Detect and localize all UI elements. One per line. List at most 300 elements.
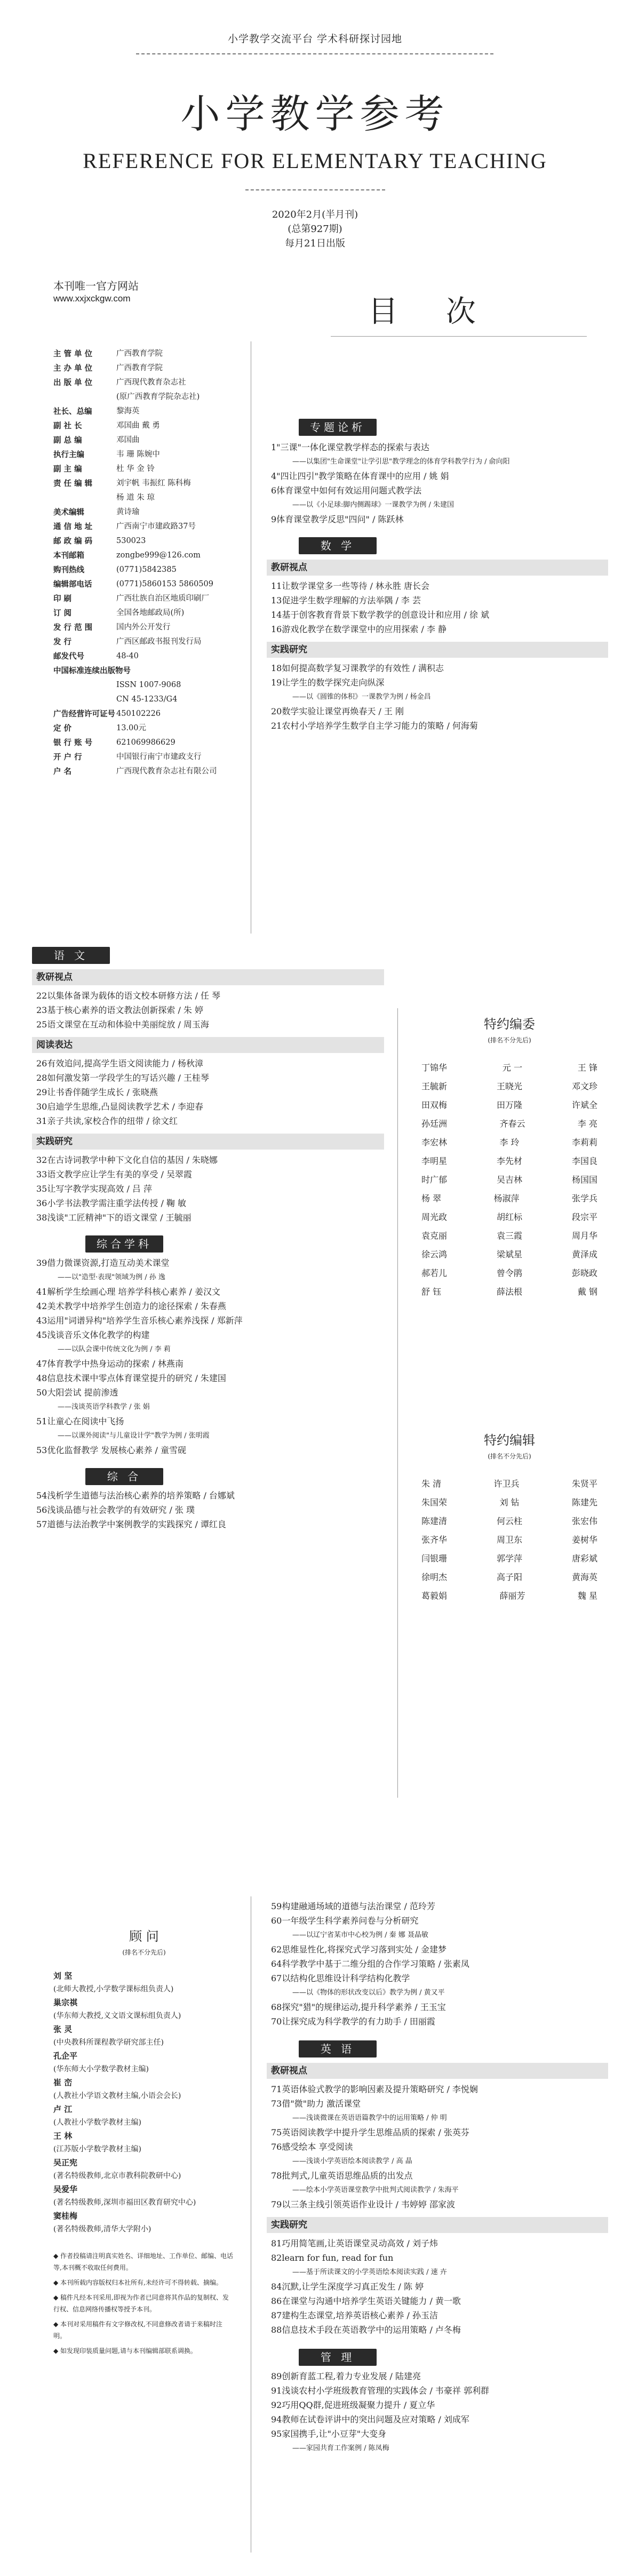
person-name: 何云柱: [496, 1516, 522, 1526]
adviser-name: 吴爱华: [53, 2184, 78, 2194]
person-name: 许卫兵: [493, 1479, 520, 1489]
toc-entry[interactable]: 94教师在试卷评讲中的突出问题及应对策略 / 刘成军: [271, 2414, 469, 2425]
toc-entry[interactable]: 22以集体备课为载体的语文校本研修方法 / 任 琴: [36, 991, 221, 1001]
adviser-desc: (华东师大教授,义文语文课标组负责人): [53, 2012, 181, 2020]
info-key: 订 阅: [53, 609, 72, 618]
toc-entry[interactable]: 38浅谈"工匠精神"下的语文课堂 / 王毓丽: [36, 1213, 192, 1223]
info-value: CN 45-1233/G4: [116, 695, 178, 704]
toc-entry[interactable]: 19让学生的数学探究走向纵深: [271, 677, 385, 688]
info-row: [53, 649, 267, 664]
info-key: 副 总 编: [53, 436, 82, 445]
adviser-name: 崔 峦: [53, 2078, 73, 2087]
toc-entry[interactable]: 30启迪学生思维,凸显阅读教学艺术 / 李迎春: [36, 1102, 204, 1112]
toc-entry[interactable]: 68探究"猎"的规律运动,提升科学素养 / 王玉宝: [271, 2002, 446, 2012]
person-name: 朱贤平: [571, 1479, 597, 1489]
person-name: 刘 钻: [499, 1497, 520, 1508]
toc-group: [267, 2082, 608, 2212]
adviser-desc: (中央教科所课程教学研究部主任): [53, 2038, 164, 2047]
toc-subhead: 教研视点: [32, 969, 384, 985]
toc-title: 目 次: [368, 294, 495, 329]
adviser-name: 张 灵: [53, 2024, 73, 2034]
toc-group: [32, 1153, 384, 1225]
toc-entry[interactable]: 28如何激发第一学段学生的写话兴趣 / 王桂琴: [36, 1073, 209, 1083]
info-key: 定 价: [53, 724, 72, 733]
toc-entry[interactable]: 57道德与法治教学中案例教学的实践探究 / 谭红良: [36, 1519, 226, 1529]
info-key: 银 行 账 号: [53, 738, 93, 747]
info-value: 黎海英: [116, 407, 140, 416]
info-key: [53, 678, 116, 692]
toc-entry[interactable]: 43运用"词谱异构"培养学生音乐核心素养浅探 / 郑新萍: [36, 1315, 243, 1326]
divider: [331, 336, 587, 337]
adviser-desc: (著名特级教师,深圳市福田区教育研究中心): [53, 2198, 196, 2207]
editors2-note: (排名不分先后): [488, 1453, 531, 1460]
info-row: [53, 505, 267, 520]
person-name: 李 玲: [499, 1137, 520, 1147]
name-row: [421, 1530, 597, 1549]
info-row: [53, 750, 267, 764]
person-name: 徐云鸿: [421, 1249, 448, 1259]
toc-entry[interactable]: 6体育课堂中如何有效运用问题式教学法: [271, 485, 422, 496]
person-name: 杨国国: [571, 1175, 597, 1185]
toc-group: [267, 579, 608, 636]
adviser-name: 孔企平: [53, 2051, 78, 2061]
person-name: 舒 钰: [421, 1287, 442, 1297]
name-row: [421, 1474, 597, 1493]
person-name: 李先材: [496, 1156, 522, 1166]
toc-entry[interactable]: 1"三课"一体化课堂教学样态的探索与表达: [271, 442, 429, 452]
toc-entry[interactable]: 39借力微课资源,打造互动美术课堂: [36, 1258, 170, 1268]
editors2-box: [421, 1430, 597, 1605]
person-name: 陈建先: [571, 1497, 597, 1508]
toc-entry[interactable]: 54浅析学生道德与法治核心素养的培养策略 / 台娜斌: [36, 1490, 235, 1501]
info-row: [53, 721, 267, 736]
toc-entry[interactable]: 33语文教学应让学生有美的享受 / 吴翠霞: [36, 1169, 192, 1179]
info-value: 黄诗瑜: [116, 508, 140, 516]
toc-entry[interactable]: ——以课外阅读"与儿童设计学"教学为例 / 张明霞: [58, 1432, 210, 1440]
info-key: 副 社 长: [53, 421, 82, 430]
toc-entry[interactable]: 78批判式,儿童英语思维品质的出发点: [271, 2171, 413, 2181]
info-key: 出 版 单 位: [53, 378, 93, 387]
info-value: zongbe999@126.com: [116, 551, 201, 560]
info-row: [53, 448, 267, 462]
toc-entry[interactable]: 86在课堂与沟通中培养学生英语关键能力 / 黄一歌: [271, 2296, 461, 2306]
toc-entry[interactable]: 76感受绘本 享受阅读: [271, 2142, 353, 2152]
info-row: [53, 664, 267, 678]
section-banner-math: 数 学: [299, 537, 377, 554]
info-value: (0771)5842385: [116, 565, 177, 574]
advisers-box: [53, 1926, 235, 2360]
toc-entry[interactable]: 16游戏化教学在数学课堂中的应用探索 / 李 静: [271, 624, 447, 634]
person-name: 杨淑萍: [493, 1193, 520, 1203]
toc-entry[interactable]: 48信息技术课中零点体育课堂提升的研究 / 朱建国: [36, 1373, 226, 1383]
info-row: [53, 462, 267, 476]
person-name: 黄海英: [571, 1572, 597, 1582]
info-key: 广告经营许可证号: [53, 709, 115, 719]
info-value: 杜 华 金 铃: [116, 465, 155, 473]
info-key: 主 管 单 位: [53, 349, 93, 358]
name-row: [421, 1586, 597, 1605]
name-row: [421, 1245, 597, 1264]
toc-entry[interactable]: ——浅谈英语学科教学 / 张 娟: [58, 1403, 150, 1411]
adviser-desc: (著名特级教师,北京市教科院教研中心): [53, 2172, 181, 2180]
info-row: [53, 419, 267, 433]
person-name: 王晓光: [496, 1081, 522, 1091]
person-name: 胡红标: [496, 1212, 522, 1222]
person-name: 袁三霞: [496, 1231, 522, 1241]
section-banner-management: 管 理: [299, 2349, 377, 2366]
toc-subhead: 实践研究: [32, 1134, 384, 1150]
toc-entry[interactable]: 92巧用QQ群,促进班级凝聚力提升 / 夏立华: [271, 2400, 435, 2410]
section-banner-comprehensive: 综 合: [85, 1468, 163, 1485]
toc-entry[interactable]: ——以《物体的形状改变以后》教学为例 / 黄又平: [292, 1989, 445, 1997]
info-value: 广西壮族自治区地质印刷厂: [116, 594, 209, 603]
info-value: 450102226: [116, 709, 161, 718]
person-name: 孙廷洲: [421, 1119, 448, 1129]
person-name: 周光政: [421, 1212, 448, 1222]
info-key: 户 名: [53, 767, 72, 776]
info-key: [53, 692, 116, 707]
toc-entry[interactable]: 71英语体验式教学的影响因素及提升策略研究 / 李悦娴: [271, 2084, 478, 2094]
info-row: [53, 347, 267, 361]
info-row: [53, 433, 267, 448]
journal-title-en: REFERENCE FOR ELEMENTARY TEACHING: [83, 149, 547, 173]
toc-entry[interactable]: 84沉默,让学生深度学习真正发生 / 陈 婷: [271, 2282, 424, 2292]
toc-entry[interactable]: 95家国携手,让"小豆芽"大变身: [271, 2429, 387, 2439]
info-row: [53, 635, 267, 649]
toc-entry[interactable]: 67以结构化思维设计科学结构化教学: [271, 1973, 410, 1983]
person-name: 郝若儿: [421, 1268, 448, 1278]
notice-item: ◆ 本刊对采用稿件有文字修改权,不同意修改者请于来稿时注明。: [53, 2320, 222, 2340]
adviser-desc: (北师大教授,小学数学课标组负责人): [53, 1985, 174, 1993]
info-key: 购刊热线: [53, 565, 84, 575]
person-name: 李莉莉: [571, 1137, 597, 1147]
info-key: 美术编辑: [53, 508, 84, 517]
info-row: [53, 520, 267, 534]
toc-entry[interactable]: 88信息技术手段在英语教学中的运用策略 / 卢冬梅: [271, 2325, 461, 2335]
toc-entry[interactable]: ——以"造型·表现"领域为例 / 孙 逸: [58, 1273, 165, 1281]
toc-entry[interactable]: 73借"微"助力 激活课堂: [271, 2099, 361, 2109]
journal-title: 小学教学参考: [180, 91, 450, 137]
toc-group: [32, 988, 384, 1032]
name-row: [421, 1568, 597, 1586]
info-key: 印 刷: [53, 594, 72, 603]
toc-column-3: [267, 1899, 608, 2455]
toc-entry[interactable]: ——绘本小学英语课堂教学中批判式阅读教学 / 朱海平: [292, 2186, 459, 2194]
info-value: 48-40: [116, 652, 139, 660]
person-name: 田双梅: [421, 1100, 448, 1110]
toc-entry[interactable]: 79以三条主线引领英语作业设计 / 韦婷婷 邵家波: [271, 2199, 456, 2210]
name-row: [421, 1077, 597, 1096]
editors-box: [421, 1014, 597, 1301]
person-name: 王毓新: [421, 1081, 448, 1091]
person-name: 许斌全: [571, 1100, 597, 1110]
info-key: 邮 政 编 码: [53, 537, 93, 546]
info-row: [53, 692, 267, 707]
info-key: 中国标准连续出版物号: [53, 666, 131, 675]
info-value: 邓国曲 戴 勇: [116, 421, 160, 430]
toc-entry[interactable]: ——以《圆锥的体积》一课教学为例 / 杨金昌: [292, 693, 431, 701]
adviser-name: 吴正宪: [53, 2158, 78, 2167]
info-value: 13.00元: [116, 724, 147, 732]
toc-entry[interactable]: 14基于创客教育背景下数学教学的创意设计和应用 / 徐 斌: [271, 610, 490, 620]
person-name: 元 一: [502, 1063, 522, 1073]
publish-schedule: 每月21日出版: [285, 238, 345, 249]
column-divider: [397, 1008, 398, 1798]
notice-item: ◆ 如发现印装质量问题,请与本刊编辑部联系调换。: [53, 2347, 197, 2355]
person-name: 丁锦华: [421, 1063, 448, 1073]
toc-entry[interactable]: 70让探究成为科学教学的有力助手 / 田丽霞: [271, 2016, 435, 2027]
info-row: [53, 476, 267, 491]
name-row: [421, 1282, 597, 1301]
toc-entry[interactable]: 56浅谈品德与社会教学的有效研究 / 张 璞: [36, 1505, 195, 1515]
info-row: [53, 563, 267, 577]
name-row: [421, 1133, 597, 1152]
info-value: 中国银行南宁市建政支行: [116, 753, 202, 761]
toc-entry[interactable]: 18如何提高数学复习课教学的有效性 / 满积志: [271, 663, 444, 673]
toc-entry[interactable]: 35让写字教学实现高效 / 吕 萍: [36, 1184, 153, 1194]
name-row: [421, 1512, 597, 1530]
person-name: 梁斌星: [496, 1249, 522, 1259]
person-name: 薛法根: [496, 1287, 522, 1297]
info-key: 社长、总编: [53, 407, 92, 416]
toc-entry[interactable]: 51让童心在阅读中飞扬: [36, 1416, 124, 1426]
person-name: 李 亮: [577, 1119, 597, 1129]
person-name: 王 锋: [577, 1063, 597, 1073]
toc-entry[interactable]: 75英语阅读教学中提升学生思维品质的探索 / 张英芬: [271, 2127, 469, 2138]
masthead-tagline: 小学教学交流平台 学术科研探讨园地: [227, 33, 403, 45]
person-name: 姜树华: [571, 1535, 597, 1545]
adviser-name: 王 林: [53, 2131, 73, 2141]
toc-entry[interactable]: 89创新育蓝工程,着力专业发展 / 陆建亮: [271, 2371, 421, 2381]
toc-entry[interactable]: 9体育课堂教学反思"四问" / 陈跃林: [271, 514, 404, 524]
person-name: 李国良: [571, 1156, 597, 1166]
adviser-desc: (华东师大小学数学教材主编): [53, 2065, 149, 2073]
person-name: 魏 星: [577, 1591, 597, 1601]
person-name: 段宗平: [571, 1212, 597, 1222]
toc-entry[interactable]: 47体育教学中热身运动的探索 / 林燕南: [36, 1359, 184, 1369]
info-row: [53, 678, 267, 692]
divider: [136, 53, 493, 54]
info-value: 杨 道 朱 琼: [116, 493, 155, 502]
info-row: [53, 620, 267, 635]
info-value: 广西区邮政书报刊发行局: [116, 637, 202, 646]
toc-entry[interactable]: ——基于所读课文的小学英语绘本阅读实践 / 速 卉: [292, 2268, 447, 2276]
toc-entry[interactable]: 53优化监督教学 发展核心素养 / 童雪砚: [36, 1445, 187, 1455]
person-name: 张宏伟: [571, 1516, 597, 1526]
issue-number: (总第927期): [288, 224, 342, 235]
toc-entry[interactable]: 60一年级学生科学素养问卷与分析研究: [271, 1916, 419, 1926]
toc-entry[interactable]: 59构建融通场域的道德与法治课堂 / 范玲芳: [271, 1901, 435, 1911]
toc-entry[interactable]: 42美术教学中培养学生创造力的途径探索 / 朱春燕: [36, 1301, 226, 1311]
info-key: 责 任 编 辑: [53, 479, 93, 488]
advisers-title: 顾 问: [129, 1929, 159, 1944]
person-name: 李宏林: [421, 1137, 448, 1147]
info-key: 副 主 编: [53, 465, 82, 474]
section-banner-integrated: 综合学科: [85, 1235, 163, 1253]
toc-entry[interactable]: 87建构生态课堂,培养英语核心素养 / 孙玉洁: [271, 2310, 438, 2320]
info-key: 本刊邮箱: [53, 551, 84, 560]
toc-subhead: 教研视点: [267, 2063, 608, 2079]
toc-entry[interactable]: 4"四让四引"教学策略在体育课中的应用 / 姚 娟: [271, 471, 449, 481]
adviser-name: 巢宗祺: [53, 1998, 78, 2007]
info-value: 刘宇帆 韦振红 陈科梅: [116, 479, 191, 488]
toc-group: [267, 661, 608, 733]
toc-entry[interactable]: 25语文课堂在互动和体验中美丽绽放 / 周玉海: [36, 1019, 209, 1030]
person-name: 徐明杰: [421, 1572, 448, 1582]
info-row: [53, 764, 267, 779]
toc-entry[interactable]: ——以队会课中传统文化为例 / 李 莉: [58, 1345, 171, 1353]
toc-entry[interactable]: 50大阳尝试 提前渗透: [36, 1387, 118, 1398]
toc-entry[interactable]: 64科学教学中基于二维分组的合作学习策略 / 张素凤: [271, 1959, 469, 1969]
info-value: 广西教育学院: [116, 364, 163, 372]
toc-entry[interactable]: 36小学书法教学需注重学法传授 / 鞠 敏: [36, 1198, 187, 1208]
name-row: [421, 1058, 597, 1077]
info-key: 开 户 行: [53, 753, 82, 762]
section-banner-zhuanti: 专题论析: [299, 419, 377, 436]
editors-note: (排名不分先后): [488, 1036, 531, 1044]
toc-entry[interactable]: 91浅谈农村小学班级教育管理的实践体会 / 韦豪祥 郭利群: [271, 2386, 490, 2396]
person-name: 唐彩斌: [571, 1553, 597, 1564]
name-row: [421, 1170, 597, 1189]
toc-subhead: 阅读表达: [32, 1037, 384, 1053]
toc-entry[interactable]: 21农村小学培养学生数学自主学习能力的策略 / 何海菊: [271, 721, 478, 731]
info-value: 广西教育学院: [116, 349, 163, 358]
person-name: 葛毅娟: [421, 1591, 448, 1601]
name-row: [421, 1493, 597, 1512]
toc-entry[interactable]: 32在古诗词教学中种下文化自信的基因 / 朱晓娜: [36, 1155, 218, 1165]
person-name: 张齐华: [421, 1535, 448, 1545]
adviser-desc: (江苏版小学数学教材主编): [53, 2145, 141, 2154]
toc-entry[interactable]: 62思维显性化,将探究式学习落到实处 / 金建梦: [271, 1944, 447, 1955]
name-row: [421, 1226, 597, 1245]
advisers-note: (排名不分先后): [122, 1949, 166, 1956]
info-value: 广西现代教育杂志社有限公司: [116, 767, 217, 776]
toc-entry[interactable]: 29让书香伴随学生成长 / 张晓燕: [36, 1087, 158, 1097]
issue-date: 2020年2月(半月刊): [272, 209, 358, 220]
person-name: 闫银珊: [421, 1553, 448, 1564]
notice-item: ◆ 作者投稿请注明真实姓名、详细地址、工作单位、邮编、电话等,本刊概不收取任何费用。: [53, 2252, 234, 2271]
toc-entry[interactable]: ——以《小足球:脚内侧踢球》一课教学为例 / 朱建国: [292, 501, 454, 509]
info-row: [53, 390, 267, 404]
person-name: 陈建清: [421, 1516, 448, 1526]
toc-entry[interactable]: 26有效追问,提高学生语文阅读能力 / 杨秋漳: [36, 1058, 204, 1068]
info-key: 通 信 地 址: [53, 522, 93, 531]
info-row: [53, 361, 267, 376]
toc-subhead: 实践研究: [267, 642, 608, 658]
info-value: 全国各地邮政局(所): [116, 609, 185, 617]
editors2-title: 特约编辑: [484, 1433, 535, 1448]
site-label: 本刊唯一官方网站: [53, 280, 139, 292]
section-banner-chinese: 语 文: [32, 947, 110, 964]
adviser-desc: (人教社小学语文教材主编,小语会会长): [53, 2092, 181, 2100]
info-key: 编辑部电话: [53, 580, 92, 589]
info-row: [53, 548, 267, 563]
editors-title: 特约编委: [484, 1017, 535, 1032]
toc-entry[interactable]: 11让数学课堂多一些等待 / 林永胜 唐长会: [271, 581, 430, 591]
toc-entry[interactable]: 82learn for fun, read for fun: [271, 2253, 394, 2263]
toc-entry[interactable]: ——浅谈微课在英语语篇教学中的运用策略 / 仲 明: [292, 2114, 447, 2122]
adviser-desc: (人教社小学数学教材主编): [53, 2118, 141, 2127]
person-name: 田万隆: [496, 1100, 522, 1110]
person-name: 曾令鹃: [496, 1268, 522, 1278]
person-name: 齐春云: [499, 1119, 525, 1129]
person-name: 周月华: [571, 1231, 597, 1241]
person-name: 时广郁: [421, 1175, 448, 1185]
info-row: [53, 534, 267, 548]
toc-group: [32, 1056, 384, 1128]
person-name: 吴吉林: [496, 1175, 522, 1185]
notice-item: ◆ 稿件凡经本刊采用,即视为作者已同意将其作品的复制权、发行权、信息网络传播权等授予本刊。: [53, 2294, 229, 2313]
person-name: 黄泽成: [571, 1249, 597, 1259]
person-name: 郭学萍: [496, 1553, 522, 1564]
site-url[interactable]: www.xxjxckgw.com: [53, 293, 131, 304]
info-value: 广西现代教育杂志社: [116, 378, 186, 387]
info-row: [53, 577, 267, 592]
info-value: 广西南宁市建政路37号: [116, 522, 196, 531]
toc-entry[interactable]: 81巧用简笔画,让英语课堂灵动高效 / 刘子炜: [271, 2238, 438, 2248]
info-key: 执行主编: [53, 450, 84, 459]
info-row: [53, 491, 267, 505]
adviser-name: 刘 坚: [53, 1971, 73, 1981]
toc-entry[interactable]: ——浅谈小学英语绘本阅读教学 / 高 晶: [292, 2157, 412, 2165]
info-key: [53, 491, 116, 505]
info-row: [53, 592, 267, 606]
name-row: [421, 1264, 597, 1282]
person-name: 袁克丽: [421, 1231, 448, 1241]
toc-entry[interactable]: 20数学实验让课堂再焕春天 / 王 刚: [271, 706, 404, 716]
info-key: 发 行: [53, 637, 72, 647]
toc-subhead: 教研视点: [267, 560, 608, 576]
info-row: [53, 707, 267, 721]
person-name: 周卫东: [496, 1535, 522, 1545]
toc-entry[interactable]: ——家园共育工作案例 / 陈凤梅: [292, 2444, 389, 2452]
info-value: ISSN 1007-9068: [116, 681, 181, 689]
person-name: 戴 钢: [577, 1287, 597, 1297]
name-row: [421, 1208, 597, 1226]
publication-info: [53, 347, 267, 779]
name-row: [421, 1189, 597, 1208]
info-value: (0771)5860153 5860509: [116, 580, 213, 588]
toc-entry[interactable]: 41解析学生绘画心理 培养学科核心素养 / 姜汉文: [36, 1287, 221, 1297]
toc-entry[interactable]: 23基于核心素养的语文教法创新探索 / 朱 婷: [36, 1005, 204, 1015]
section-banner-english: 英 语: [299, 2040, 377, 2057]
info-row: [53, 606, 267, 620]
info-row: [53, 404, 267, 419]
adviser-name: 窦桂梅: [53, 2211, 78, 2221]
person-name: 杨 翠: [421, 1193, 442, 1203]
toc-column-1: [267, 419, 608, 733]
person-name: 朱 清: [421, 1479, 442, 1489]
toc-entry[interactable]: 13促进学生数学理解的方法举隅 / 李 芸: [271, 595, 421, 605]
person-name: 邓文珍: [571, 1081, 597, 1091]
person-name: 李明星: [421, 1156, 448, 1166]
person-name: 高子阳: [496, 1572, 522, 1582]
toc-entry[interactable]: ——以集团"生命课堂"让学引思"教学理念的体育学科教学行为 / 俞向阳: [292, 458, 510, 466]
toc-entry[interactable]: 31亲子共读,家校合作的纽带 / 徐文红: [36, 1116, 178, 1126]
info-value: 国内外公开发行: [116, 623, 171, 632]
person-name: 张学兵: [571, 1193, 597, 1203]
info-key: [53, 390, 116, 404]
toc-column-2: [32, 947, 384, 1532]
toc-entry[interactable]: 45浅谈音乐文体化教学的构建: [36, 1330, 150, 1340]
person-name: 朱国荣: [421, 1497, 448, 1508]
name-row: [421, 1549, 597, 1568]
info-value: 530023: [116, 537, 146, 545]
toc-entry[interactable]: ——以辽宁省某市中心校为例 / 秦 娜 聂晶敏: [292, 1931, 428, 1939]
info-key: 主 办 单 位: [53, 364, 93, 373]
toc-subhead: 实践研究: [267, 2217, 608, 2233]
divider: [245, 189, 385, 190]
